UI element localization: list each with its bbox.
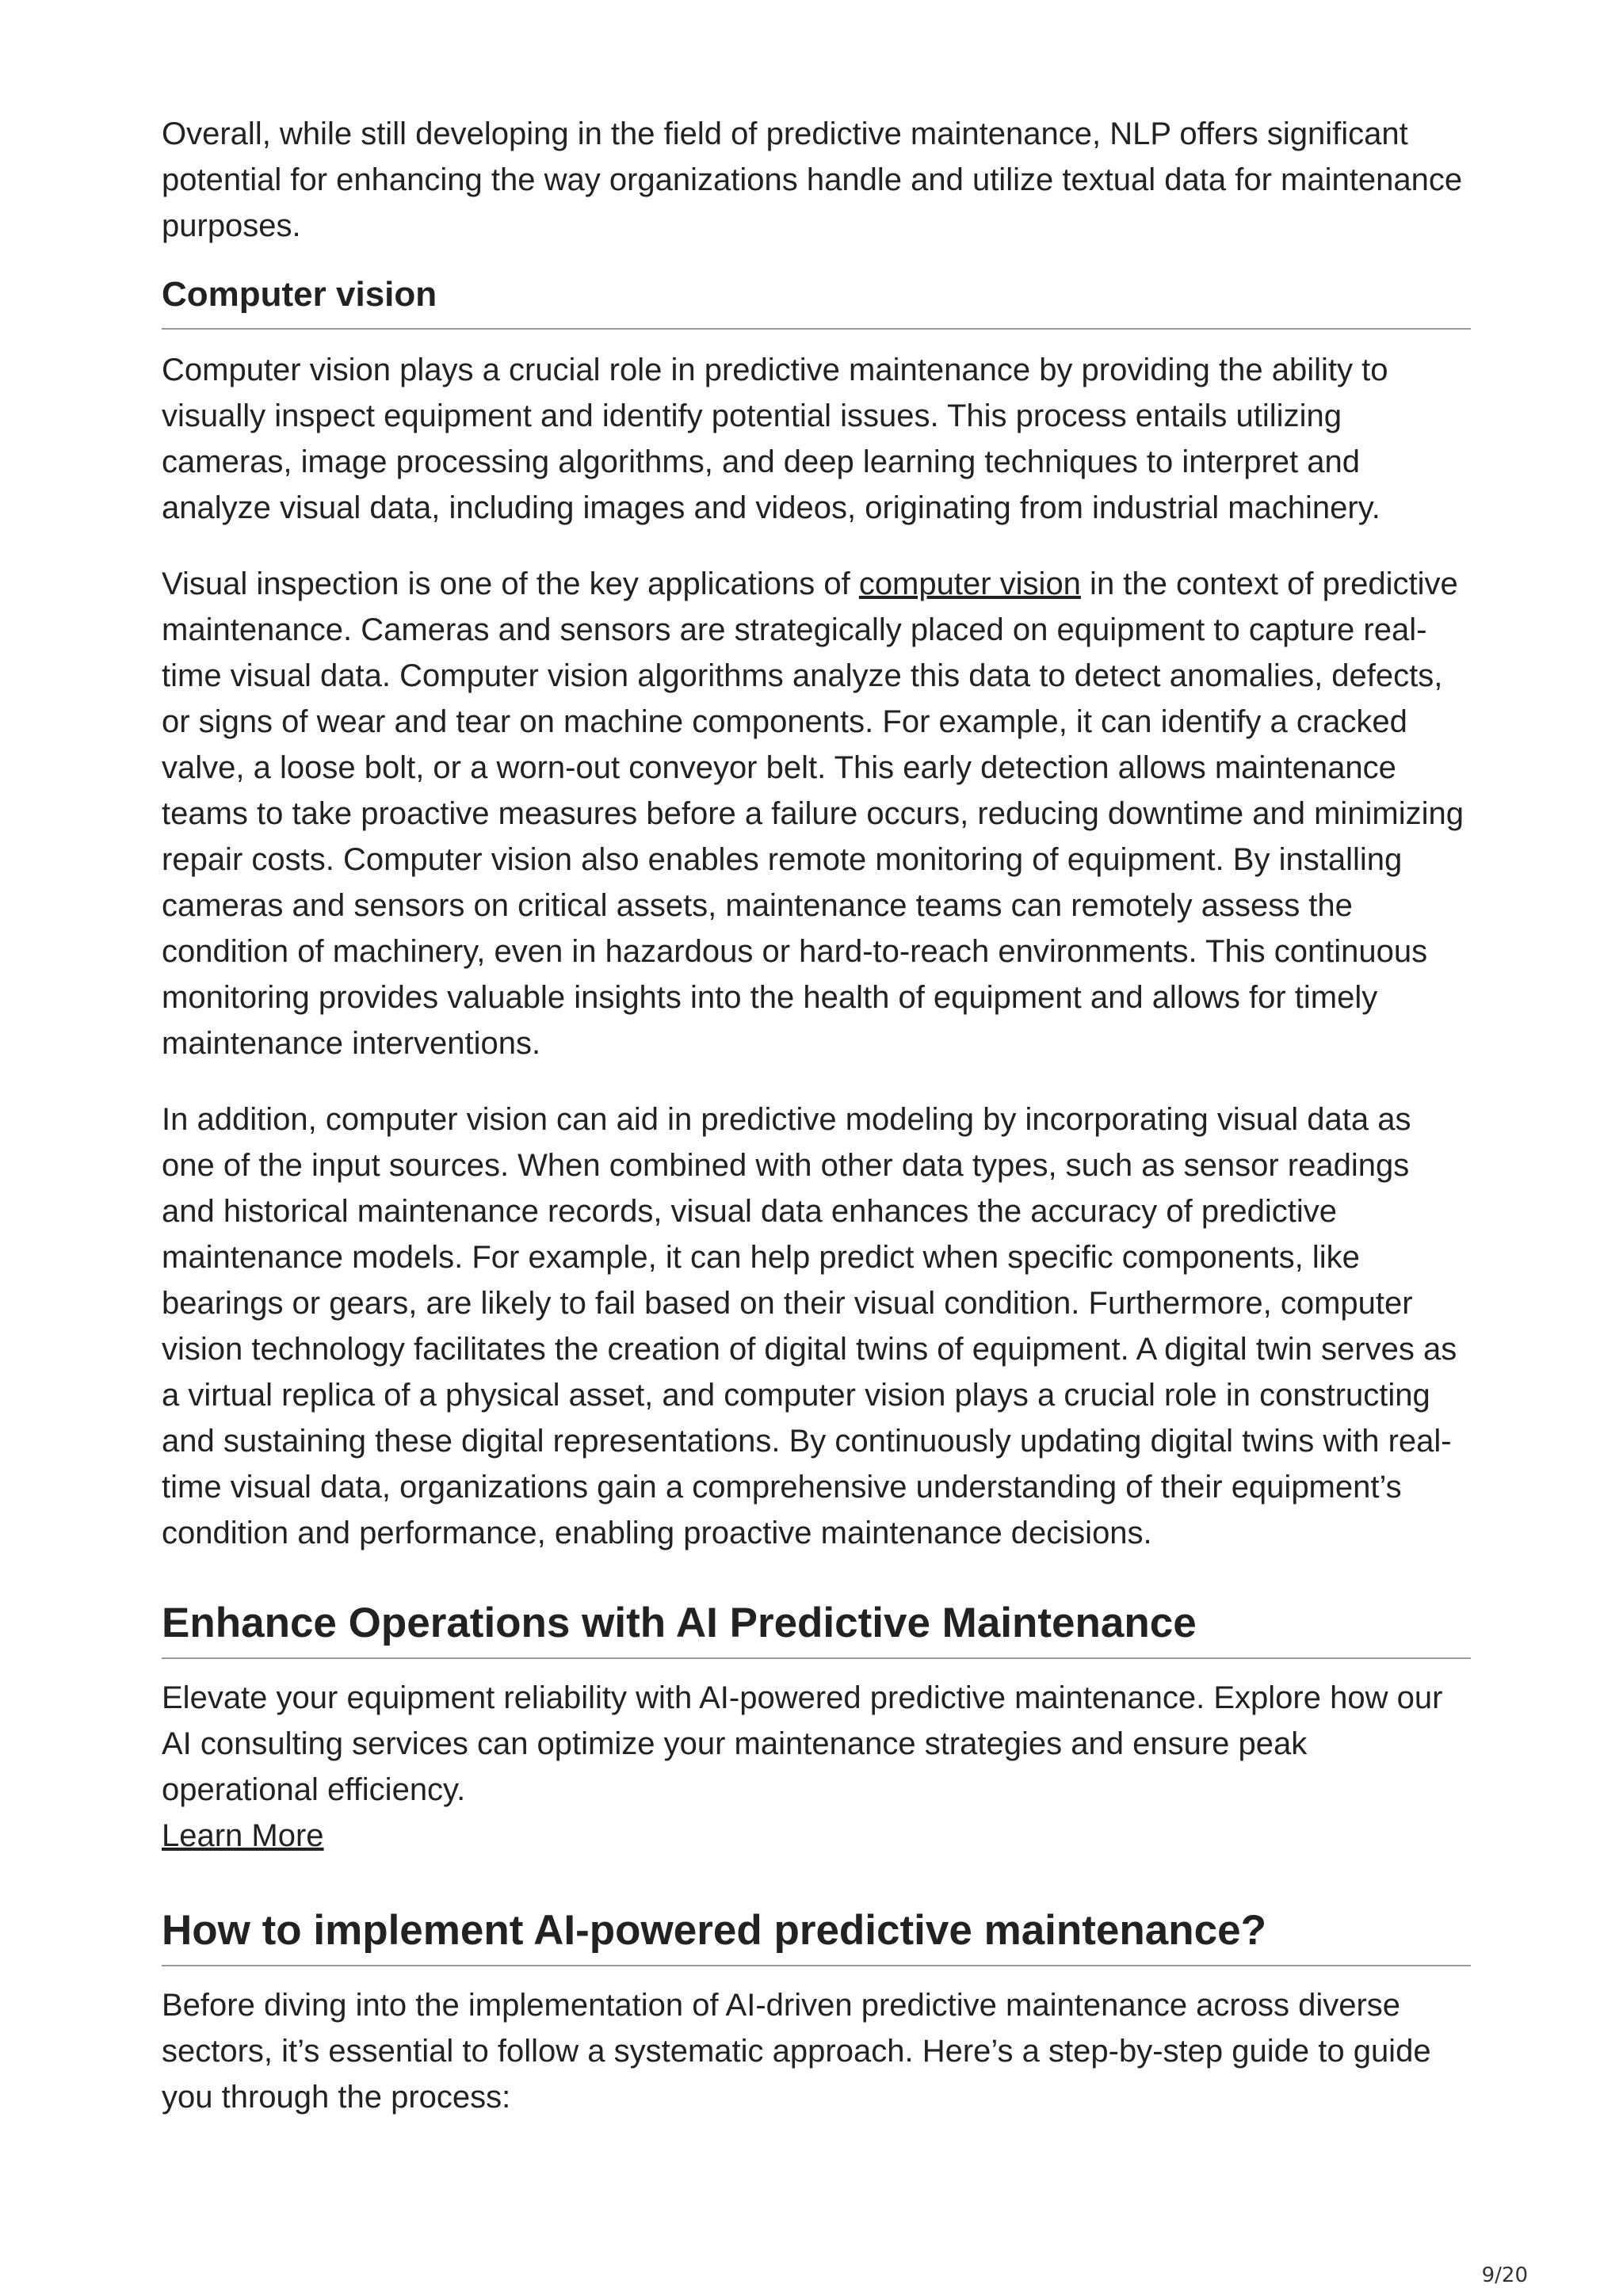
computer-vision-link[interactable]: computer vision [858, 566, 1081, 601]
paragraph-visual-inspection [162, 561, 1471, 1066]
paragraph-implementation-intro: Before diving into the implementation of AI-driven predictive maintenance across diverse sectors, it’s essential to follow a systematic approach. Here’s a step-by-step guide to guide you through the process: [162, 1988, 1431, 2115]
paragraph-predictive-modeling: In addition, computer vision can aid in predictive modeling by incorporating visual data as one of the input sources. When combined with other data types, such as sensor readings and historical maintenance records, visual data enhances the accuracy of predictive maintenance models. For example, it can help predict when specific components, like bearings or gears, are likely to fail based on their visual condition. Furthermore, computer vision technology facilitates the creation of digital twins of equipment. A digital twin serves as a virtual replica of a physical asset, and computer vision plays a crucial role in constructing and sustaining these digital representations. By continuously updating digital twins with real-time visual data, organizations gain a comprehensive understanding of their equipment’s condition and performance, enabling proactive maintenance decisions. [162, 1102, 1457, 1550]
document-body [162, 111, 1471, 2152]
heading-divider [162, 328, 1471, 330]
heading-enhance-operations: Enhance Operations with AI Predictive Maintenance [162, 1600, 1197, 1646]
learn-more-link[interactable]: Learn More [162, 1818, 324, 1853]
heading-divider [162, 1657, 1471, 1659]
heading-divider [162, 1965, 1471, 1966]
heading-computer-vision: Computer vision [162, 275, 437, 314]
visual-inspection-text-start: Visual inspection is one of the key applications of [162, 566, 859, 601]
paragraph-nlp-overall: Overall, while still developing in the field of predictive maintenance, NLP offers significant potential for enhancing the way organizations handle and utilize textual data for maintenance purposes. [162, 116, 1463, 243]
heading-how-to-implement: How to implement AI-powered predictive maintenance? [162, 1907, 1266, 1954]
page-number: 9/20 [1481, 2264, 1528, 2287]
paragraph-enhance-operations: Elevate your equipment reliability with AI-powered predictive maintenance. Explore how our AI consulting services can optimize your maintenance strategies and ensure peak operational efficiency. [162, 1680, 1443, 1807]
paragraph-computer-vision-intro: Computer vision plays a crucial role in predictive maintenance by providing the ability to visually inspect equipment and identify potential issues. This process entails utilizing cameras, image processing algorithms, and deep learning techniques to interpret and analyze visual data, including images and videos, originating from industrial machinery. [162, 353, 1388, 525]
visual-inspection-text-end: in the context of predictive maintenance. Cameras and sensors are strategically placed on equipment to capture real-time visual data. Computer vision algorithms analyze this data to detect anomalies, defects, or signs of wear and tear on machine components. For example, it can identify a cracked valve, a loose bolt, or a worn-out conveyor belt. This early detection allows maintenance teams to take proactive measures before a failure occurs, reducing downtime and minimizing repair costs. Computer vision also enables remote monitoring of equipment. By installing cameras and sensors on critical assets, maintenance teams can remotely assess the condition of machinery, even in hazardous or hard-to-reach environments. This continuous monitoring provides valuable insights into the health of equipment and allows for timely maintenance interventions. [162, 566, 1465, 1061]
